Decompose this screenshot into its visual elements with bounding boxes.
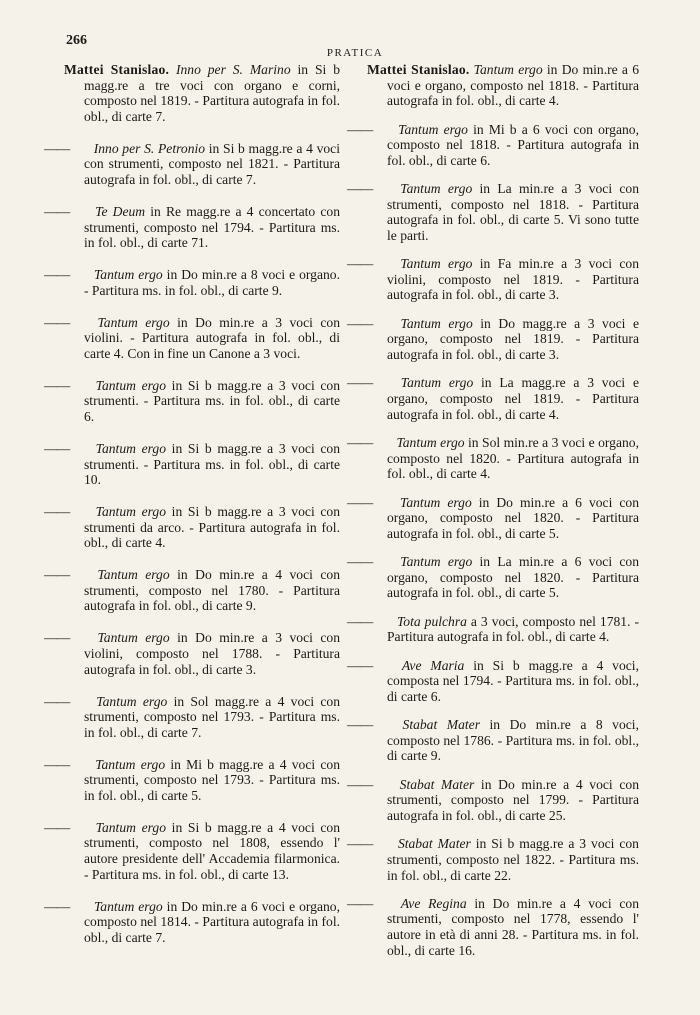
entry-description: in Sol magg.re a 4 voci con strumenti, composto nel 1793. - Partitura ms. in fol. obl., di carte 7. [84, 693, 341, 740]
entry-description: in Do min.re a 3 voci con violini. - Partitura autografa in fol. obl., di carte 4. Con in fine un Canone a 3 voci. [84, 314, 340, 361]
entry-ditto-dash: —— [347, 315, 373, 331]
catalogue-entry [44, 898, 340, 946]
entry-title: Tantum ergo [97, 630, 170, 646]
catalogue-entry [44, 267, 340, 298]
entry-description: in Si b magg.re a 4 voci con strumenti, composto nel 1821. - Partitura autografa in fol. obl., di carte 7. [84, 140, 340, 187]
entry-title: Tantum ergo [396, 434, 465, 450]
entry-title: Tantum ergo [400, 375, 474, 391]
entry-ditto-dash: —— [44, 440, 70, 456]
entry-ditto-dash: —— [347, 776, 373, 792]
entry-title: Tantum ergo [97, 314, 170, 330]
entry-ditto-dash: —— [44, 140, 70, 156]
catalogue-entry [44, 567, 340, 614]
catalogue-entry [347, 315, 640, 363]
catalogue-entry [347, 434, 639, 482]
catalogue-entry [44, 630, 340, 677]
entry-description: in Mi b a 6 voci con organo, composto nel 1818. - Partitura autografa in fol. obl., di carte 6. [387, 121, 640, 168]
entry-title: Stabat Mater [402, 717, 480, 733]
catalogue-entry [44, 203, 340, 251]
entry-description: in Si b magg.re a 4 voci con strumenti, composto nel 1808, essendo l' autore presidente dell' Accademia filarmonica. - Partitura ms. in fol. obl., di carte 13. [84, 819, 340, 882]
entry-title: Tantum ergo [95, 756, 166, 772]
catalogue-entry [44, 314, 340, 362]
entry-description: in Si b magg.re a 4 voci, composta nel 1794. - Partitura ms. in fol. obl., di carte 6. [387, 657, 639, 704]
entry-description: in Do min.re a 8 voci e organo. - Partitura ms. in fol. obl., di carte 9. [84, 267, 340, 298]
entry-title: Tantum ergo [95, 440, 167, 456]
entry-description: in Si b magg.re a 3 voci con strumenti. - Partitura ms. in fol. obl., di carte 6. [84, 377, 340, 424]
entry-description: in La min.re a 6 voci con organo, composto nel 1820. - Partitura autografa in fol. obl., di carte 5. [387, 554, 640, 601]
entry-title: Tantum ergo [93, 267, 163, 283]
entry-description: in Do min.re a 6 voci con organo, composto nel 1820. - Partitura autografa in fol. obl., di carte 5. [387, 494, 639, 541]
entry-title: Stabat Mater [399, 776, 475, 792]
catalogue-entry [347, 776, 639, 824]
entry-ditto-dash: —— [347, 434, 373, 450]
entry-title: Tota pulchra [396, 613, 467, 629]
entry-ditto-dash: —— [44, 203, 70, 219]
catalogue-entry [347, 121, 640, 169]
catalogue-entry [347, 494, 639, 542]
entry-description: in Si b magg.re a 3 voci con strumenti. - Partitura ms. in fol. obl., di carte 10. [84, 440, 340, 488]
entry-ditto-dash: —— [44, 630, 70, 646]
entry-title: Tantum ergo [473, 62, 543, 77]
entry-description: in Do min.re a 3 voci con violini, composto nel 1788. - Partitura autografa in fol. obl., di carte 3. [84, 630, 340, 677]
page-number: 266 [66, 33, 87, 48]
entry-description: in La magg.re a 3 voci e organo, composto nel 1819. - Partitura autografa in fol. obl., di carte 4. [387, 375, 639, 422]
entry-ditto-dash: —— [347, 836, 373, 852]
catalogue-entry [347, 836, 639, 883]
entry-title: Tantum ergo [400, 256, 473, 272]
entry-ditto-dash: —— [44, 756, 70, 772]
entry-ditto-dash: —— [44, 377, 70, 393]
left-column [44, 62, 341, 945]
entry-ditto-dash: —— [44, 267, 70, 283]
right-column [347, 62, 640, 958]
entry-description: in Do min.re a 4 voci con strumenti, composto nel 1780. - Partitura autografa in fol. obl., di carte 9. [84, 567, 340, 614]
entry-title: Tantum ergo [96, 693, 168, 709]
entry-title: Ave Regina [400, 895, 467, 911]
catalogue-entry [44, 819, 340, 882]
entry-title: Tantum ergo [400, 494, 472, 510]
entry-ditto-dash: —— [44, 314, 70, 330]
entry-title: Tantum ergo [95, 819, 167, 835]
entry-title: Inno per S. Petronio [93, 140, 206, 156]
entry-title: Te Deum [95, 203, 146, 219]
catalogue-entry [347, 717, 639, 764]
catalogue-entry [347, 613, 639, 645]
entry-title: Stabat Mater [397, 836, 471, 852]
entry-title: Tantum ergo [400, 181, 473, 197]
entry-description: in Fa min.re a 3 voci con violini, composto nel 1819. - Partitura autografa in fol. obl., di carte 3. [387, 256, 639, 303]
catalogue-entry [44, 377, 340, 425]
entry-author: Mattei Stanislao. [367, 62, 470, 77]
entry-author: Mattei Stanislao. [64, 62, 170, 77]
entry-ditto-dash: —— [347, 121, 373, 137]
catalogue-entry [44, 756, 340, 804]
entry-title: Inno per S. Marino [175, 62, 291, 77]
entry-ditto-dash: —— [44, 819, 70, 835]
entry-description: in Do min.re a 8 voci, composto nel 1786. - Partitura ms. in fol. obl., di carte 9. [387, 717, 639, 764]
entry-ditto-dash: —— [347, 375, 373, 391]
entry-ditto-dash: —— [44, 898, 70, 914]
entry-description: in Do min.re a 4 voci con strumenti, composto nel 1778, essendo l' autore in età di anni 28. - Partitura ms. in fol. obl., di carte 16. [387, 895, 639, 958]
catalogue-entry [44, 140, 340, 188]
entry-title: Ave Maria [401, 657, 465, 673]
entry-ditto-dash: —— [347, 657, 373, 673]
entry-description: in Do min.re a 4 voci con strumenti, composto nel 1799. - Partitura autografa in fol. obl., di carte 25. [387, 776, 639, 823]
catalogue-entry [44, 693, 341, 741]
entry-description: in Do magg.re a 3 voci e organo, composto nel 1819. - Partitura autografa in fol. obl., di carte 3. [387, 315, 640, 363]
catalogue-entry [347, 895, 639, 958]
catalogue-entry [367, 62, 639, 109]
entry-description: a 3 voci, composto nel 1781. - Partitura autografa in fol. obl., di carte 4. [387, 613, 639, 645]
entry-description: in Do min.re a 6 voci e organo, composto nel 1814. - Partitura autografa in fol. obl., di carte 7. [84, 898, 340, 945]
entry-description: in Sol min.re a 3 voci e organo, composto nel 1820. - Partitura autografa in fol. obl., di carte 4. [387, 434, 639, 482]
catalogue-entry [44, 440, 340, 488]
entry-title: Tantum ergo [97, 567, 170, 583]
catalogue-entry [347, 375, 639, 422]
entry-ditto-dash: —— [347, 494, 373, 510]
entry-description: in Si b magg.re a tre voci con organo e corni, composto nel 1819. - Partitura autografa in fol. obl., di carte 7. [84, 62, 340, 124]
entry-ditto-dash: —— [347, 717, 373, 733]
entry-description: in Si b magg.re a 3 voci con strumenti, composto nel 1822. - Partitura ms. in fol. obl., di carte 22. [387, 836, 639, 883]
entry-description: in Re magg.re a 4 concertato con strumenti, composto nel 1794. - Partitura ms. in fol. obl., di carte 71. [84, 203, 340, 251]
catalogue-entry [64, 62, 340, 124]
entry-description: in La min.re a 3 voci con strumenti, composto nel 1818. - Partitura autografa in fol. obl., di carte 5. Vi sono tutte le parti. [387, 181, 640, 243]
entry-description: in Si b magg.re a 3 voci con strumenti da arco. - Partitura autografa in fol. obl., di carte 4. [84, 504, 340, 551]
entry-ditto-dash: —— [347, 554, 373, 570]
catalogue-entry [347, 181, 640, 243]
entry-title: Tantum ergo [93, 898, 163, 914]
entry-title: Tantum ergo [398, 121, 468, 137]
entry-title: Tantum ergo [400, 554, 473, 570]
entry-ditto-dash: —— [347, 895, 373, 911]
entry-ditto-dash: —— [347, 613, 373, 629]
entry-ditto-dash: —— [347, 256, 373, 272]
catalogue-entry [44, 504, 340, 551]
entry-description: in Mi b magg.re a 4 voci con strumenti, composto nel 1793. - Partitura ms. in fol. obl., di carte 5. [84, 756, 340, 803]
entry-ditto-dash: —— [347, 181, 373, 197]
entry-ditto-dash: —— [44, 693, 70, 709]
entry-title: Tantum ergo [95, 504, 167, 520]
entry-ditto-dash: —— [44, 504, 70, 520]
entry-ditto-dash: —— [44, 567, 70, 583]
catalogue-entry [347, 657, 639, 705]
entry-title: Tantum ergo [400, 315, 473, 331]
entry-title: Tantum ergo [95, 377, 167, 393]
running-title: PRATICA [326, 47, 384, 59]
entry-description: in Do min.re a 6 voci e organo, composto nel 1818. - Partitura autografa in fol. obl., di carte 4. [387, 62, 639, 109]
catalogue-entry [347, 256, 639, 303]
catalogue-entry [347, 554, 640, 601]
